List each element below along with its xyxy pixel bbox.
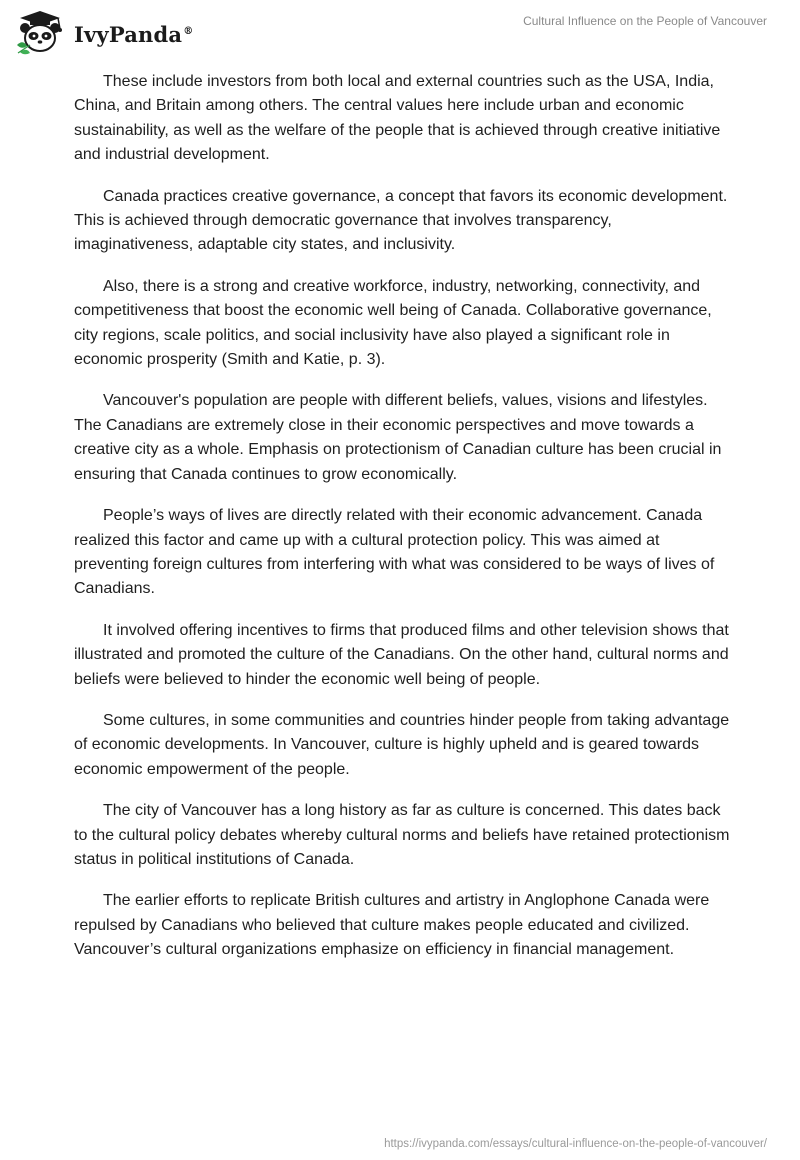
paragraph: Canada practices creative governance, a concept that favors its economic development. This is achieved through democratic governance that involves transparency, imaginativeness, adaptable city states, and inclusivity. [74,187,728,254]
paragraph: Also, there is a strong and creative workforce, industry, networking, connectivity, and competitiveness that boost the economic well being of Canada. Collaborative governance, city regions, scale politics, and social inclusivity have also played a significant role in economic prosperity (Smith and Katie, p. 3). [74,277,712,369]
brand-name [74,22,193,47]
page-header [0,0,800,70]
source-url-link[interactable]: https://ivypanda.com/essays/cultural-influence-on-the-people-of-vancouver/ [384,1138,767,1150]
paragraph: These include investors from both local and external countries such as the USA, India, China, and Britain among others. The central values here include urban and economic sustainability, as well as the welfare of the people that is achieved through creative initiative and industrial development. [74,73,721,164]
essay-body [74,70,734,980]
document-title: Cultural Influence on the People of Vancouver [523,14,767,28]
paragraph: The city of Vancouver has a long history as far as culture is concerned. This dates back to the cultural policy debates whereby cultural norms and beliefs have retained protectionism status in political institutions of Canada. [74,802,730,868]
paragraph: People’s ways of lives are directly related with their economic advancement. Canada realized this factor and came up with a cultural protection policy. This was aimed at preventing foreign cultures from interfering with what was considered to be ways of lives of Canadians. [74,507,715,598]
brand-name-text: IvyPanda [74,21,183,47]
panda-logo-icon [14,9,66,55]
paragraph: The earlier efforts to replicate British cultures and artistry in Anglophone Canada were repulsed by Canadians who believed that culture makes people educated and civilized. Vancouver’s cultural organizations emphasize on efficiency in financial management. [74,892,710,959]
paragraph: It involved offering incentives to firms that produced films and other television shows that illustrated and promoted the culture of the Canadians. On the other hand, cultural norms and beliefs were believed to hinder the economic well being of people. [74,621,729,688]
paragraph: Some cultures, in some communities and countries hinder people from taking advantage of economic developments. In Vancouver, culture is highly upheld and is geared towards economic empowerment of the people. [74,711,730,778]
paragraph: Vancouver's population are people with different beliefs, values, visions and lifestyles. The Canadians are extremely close in their economic perspectives and move towards a creative city as a whole. Emphasis on protectionism of Canadian culture has been crucial in ensuring that Canada continues to grow economically. [74,392,722,483]
registered-mark: ® [183,25,194,37]
ivypanda-logo[interactable] [14,9,193,55]
